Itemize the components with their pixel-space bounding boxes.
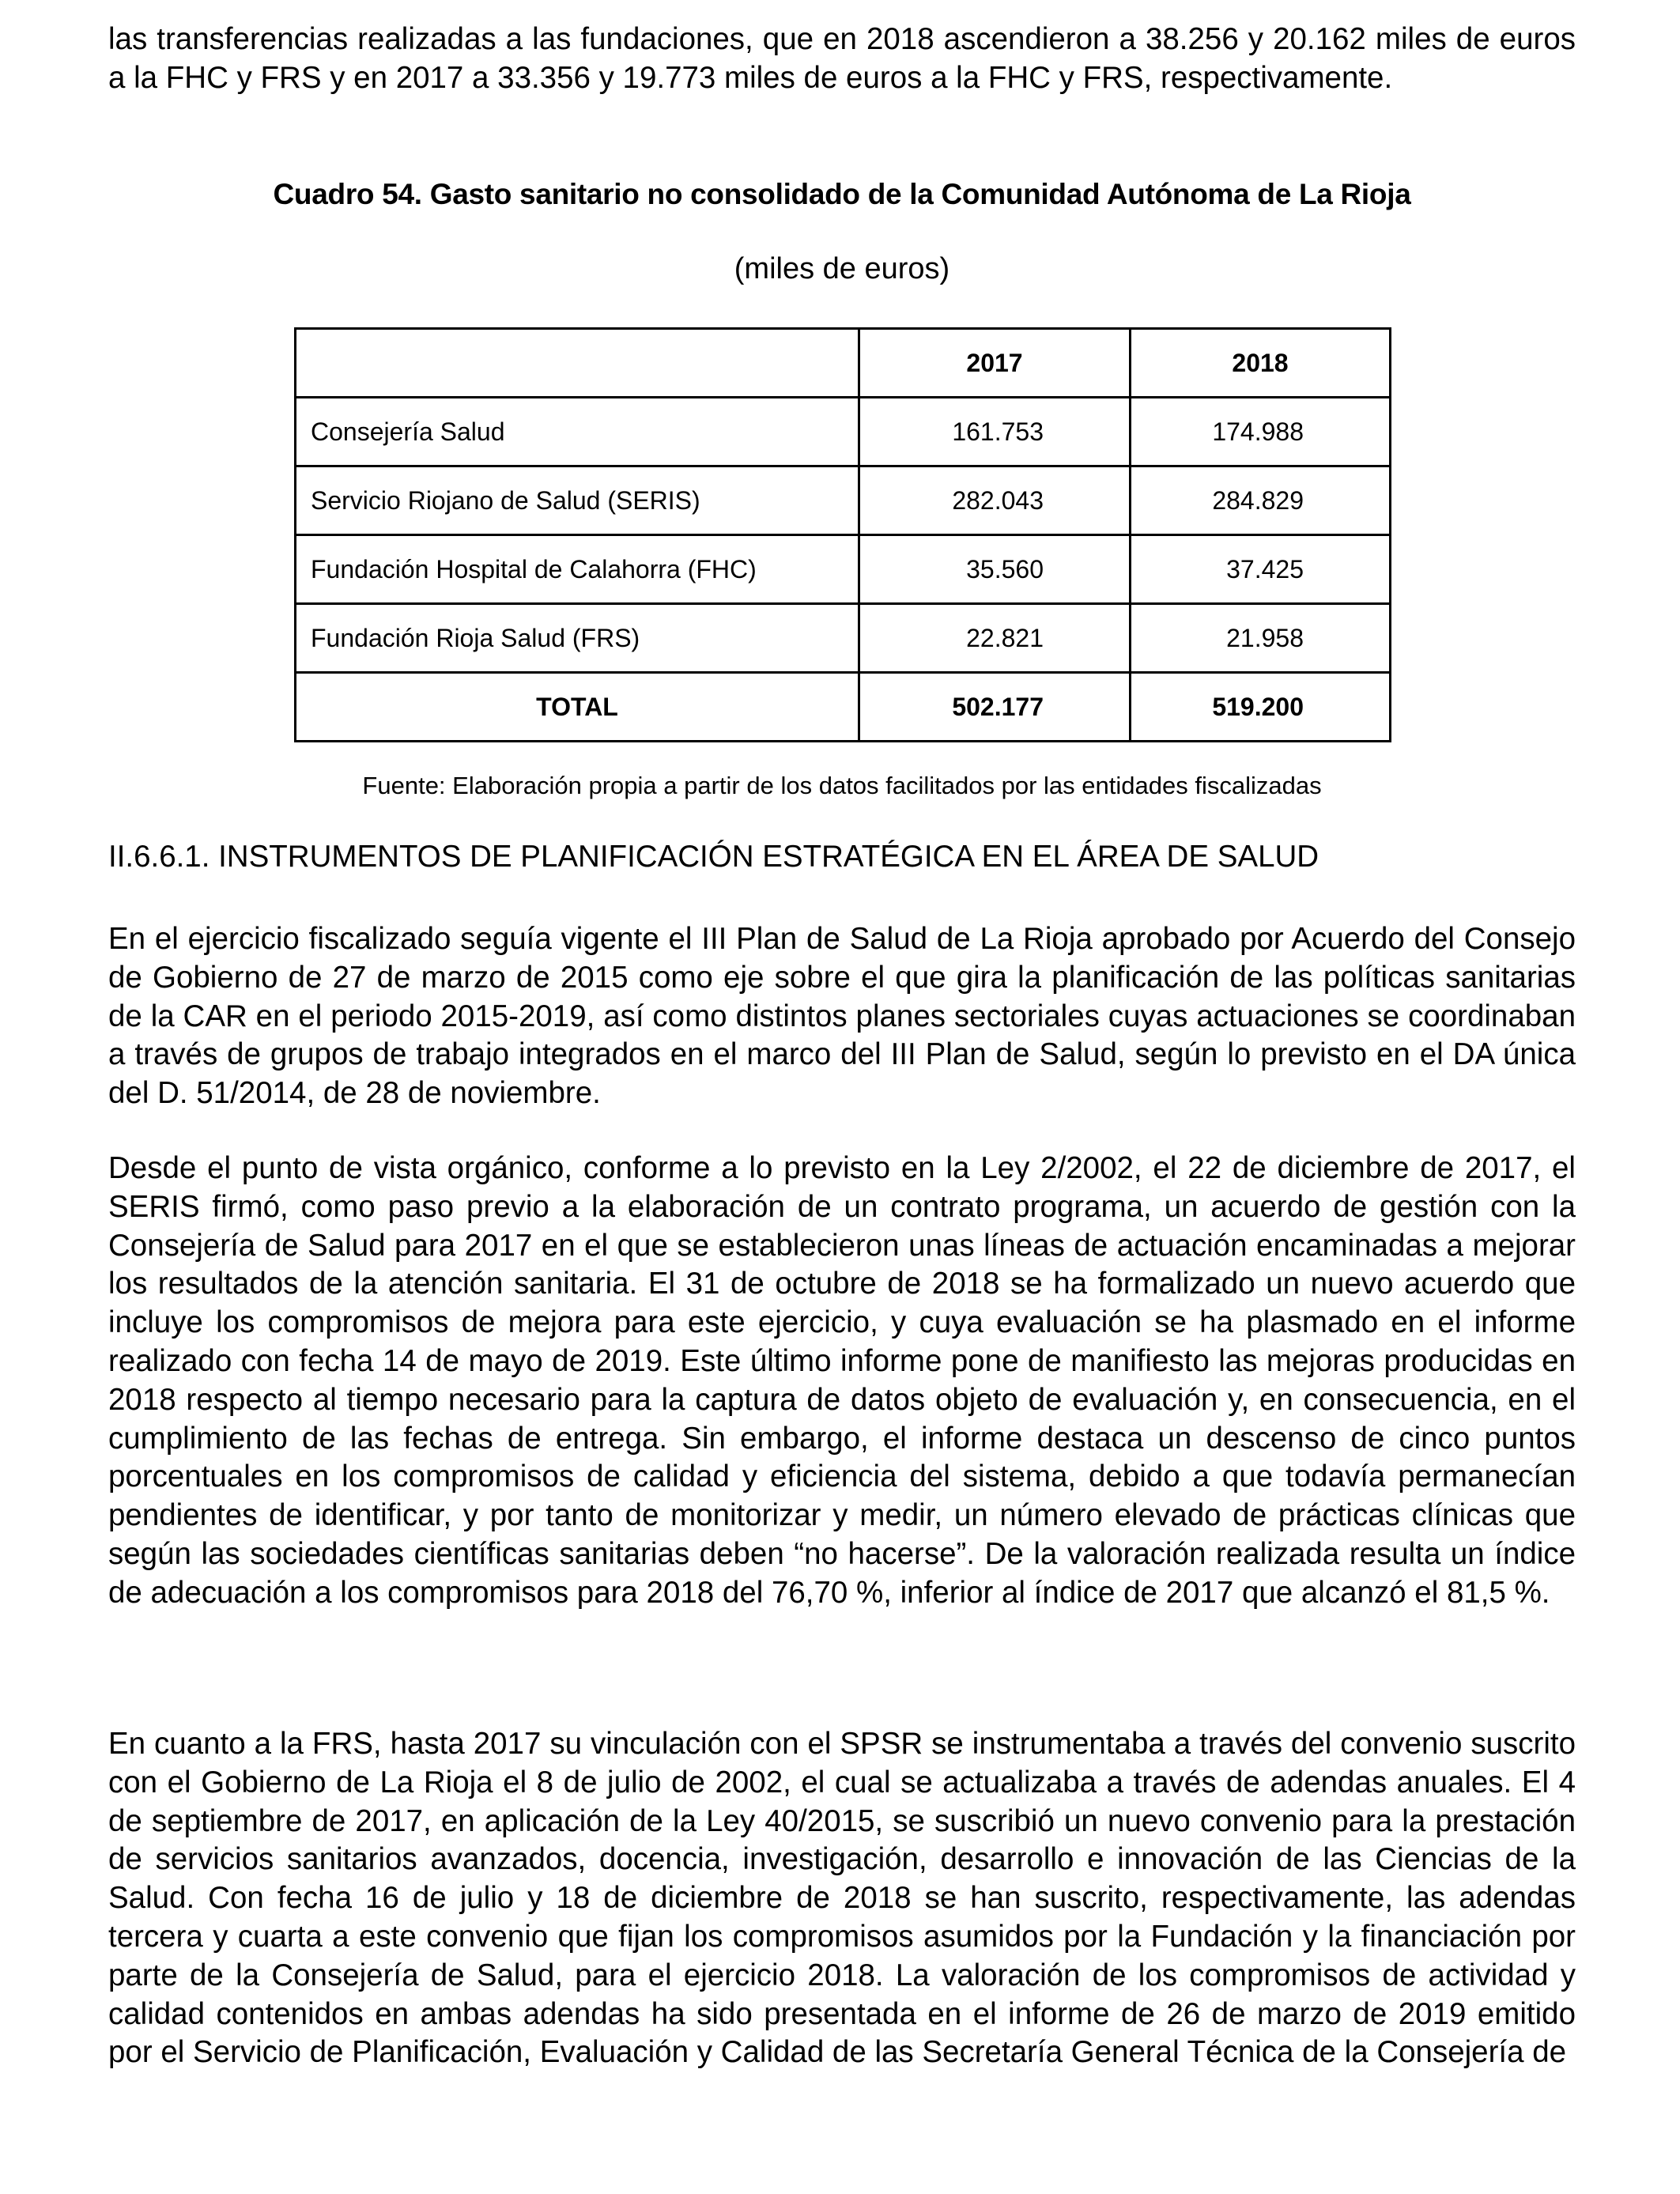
row-value-2017: 282.043: [859, 466, 1131, 535]
total-value-2017: 502.177: [859, 673, 1131, 742]
row-value-2017: 22.821: [859, 604, 1131, 673]
table-header-row: [296, 329, 1391, 398]
table-row: [296, 604, 1391, 673]
paragraph-frs-convenio: En cuanto a la FRS, hasta 2017 su vinculación con el SPSR se instrumentaba a través del convenio suscrito con el Gobierno de La Rioja el 8 de julio de 2002, el cual se actualizaba a través de adendas anuales. El 4 de septiembre de 2017, en aplicación de la Ley 40/2015, se suscribió un nuevo convenio para la prestación de servicios sanitarios avanzados, docencia, investigación, desarrollo e innovación de las Ciencias de la Salud. Con fecha 16 de julio y 18 de diciembre de 2018 se han suscrito, respectivamente, las adendas tercera y cuarta a este convenio que fijan los compromisos asumidos por la Fundación y la financiación por parte de la Consejería de Salud, para el ejercicio 2018. La valoración de los compromisos de actividad y calidad contenidos en ambas adendas ha sido presentada en el informe de 26 de marzo de 2019 emitido por el Servicio de Planificación, Evaluación y Calidad de las Secretaría General Técnica de la Consejería de: [108, 1727, 1576, 2070]
intro-paragraph: las transferencias realizadas a las fundaciones, que en 2018 ascendieron a 38.256 y 20.162 miles de euros a la FHC y FRS y en 2017 a 33.356 y 19.773 miles de euros a la FHC y FRS, respectivamente.: [108, 22, 1576, 95]
row-label: Consejería Salud: [296, 398, 859, 466]
row-value-2018: 284.829: [1131, 466, 1391, 535]
total-value-2018: 519.200: [1131, 673, 1391, 742]
row-value-2017: 35.560: [859, 535, 1131, 604]
total-label: TOTAL: [296, 673, 859, 742]
row-value-2018: 174.988: [1131, 398, 1391, 466]
paragraph-seris-agreement: Desde el punto de vista orgánico, conforme a lo previsto en la Ley 2/2002, el 22 de diciembre de 2017, el SERIS firmó, como paso previo a la elaboración de un contrato programa, un acuerdo de gestión con la Consejería de Salud para 2017 en el que se establecieron unas líneas de actuación encaminadas a mejorar los resultados de la atención sanitaria. El 31 de octubre de 2018 se ha formalizado un nuevo acuerdo que incluye los compromisos de mejora para este ejercicio, y cuya evaluación se ha plasmado en el informe realizado con fecha 14 de mayo de 2019. Este último informe pone de manifiesto las mejoras producidas en 2018 respecto al tiempo necesario para la captura de datos objeto de evaluación y, en consecuencia, en el cumplimiento de las fechas de entrega. Sin embargo, el informe destaca un descenso de cinco puntos porcentuales en los compromisos de calidad y eficiencia del sistema, debido a que todavía permanecían pendientes de identificar, y por tanto de monitorizar y medir, un número elevado de prácticas clínicas que según las sociedades científicas sanitarias deben “no hacerse”. De la valoración realizada resulta un índice de adecuación a los compromisos para 2018 del 76,70 %, inferior al índice de 2017 que alcanzó el 81,5 %.: [108, 1151, 1576, 1610]
table-units: (miles de euros): [734, 252, 950, 285]
paragraph-plan-de-salud: En el ejercicio fiscalizado seguía vigente el III Plan de Salud de La Rioja aprobado por Acuerdo del Consejo de Gobierno de 27 de marzo de 2015 como eje sobre el que gira la planificación de las políticas sanitarias de la CAR en el periodo 2015-2019, así como distintos planes sectoriales cuyas actuaciones se coordinaban a través de grupos de trabajo integrados en el marco del III Plan de Salud, según lo previsto en el DA única del D. 51/2014, de 28 de noviembre.: [108, 922, 1576, 1111]
table-total-row: [296, 673, 1391, 742]
table-source-note: Fuente: Elaboración propia a partir de los datos facilitados por las entidades fiscalizadas: [362, 772, 1322, 799]
row-label: Fundación Hospital de Calahorra (FHC): [296, 535, 859, 604]
row-label: Servicio Riojano de Salud (SERIS): [296, 466, 859, 535]
row-value-2017: 161.753: [859, 398, 1131, 466]
table-row: [296, 466, 1391, 535]
section-heading: II.6.6.1. INSTRUMENTOS DE PLANIFICACIÓN ESTRATÉGICA EN EL ÁREA DE SALUD: [108, 840, 1319, 874]
table-caption: Cuadro 54. Gasto sanitario no consolidado de la Comunidad Autónoma de La Rioja: [273, 178, 1411, 210]
table-row: [296, 535, 1391, 604]
row-value-2018: 21.958: [1131, 604, 1391, 673]
table-header-2018: 2018: [1131, 329, 1391, 398]
table-header-2017: 2017: [859, 329, 1131, 398]
table-row: [296, 398, 1391, 466]
health-spending-table: [294, 327, 1391, 742]
row-label: Fundación Rioja Salud (FRS): [296, 604, 859, 673]
table-header-blank: [296, 329, 859, 398]
row-value-2018: 37.425: [1131, 535, 1391, 604]
